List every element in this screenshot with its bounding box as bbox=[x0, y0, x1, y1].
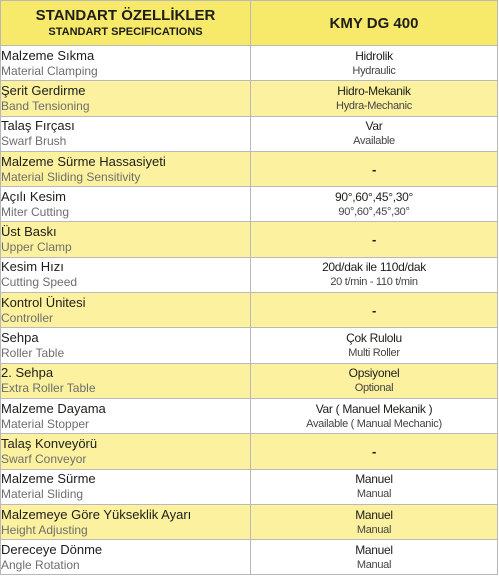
spec-label-en: Miter Cutting bbox=[1, 204, 70, 219]
spec-value-en: Manual bbox=[356, 488, 392, 501]
table-row bbox=[1, 222, 498, 257]
spec-label-tr: Dereceye Dönme bbox=[1, 541, 103, 557]
spec-label-cell bbox=[1, 328, 251, 363]
table-row bbox=[1, 398, 498, 433]
spec-value-cell bbox=[251, 328, 498, 363]
table-row bbox=[1, 504, 498, 539]
table-row bbox=[1, 151, 498, 186]
spec-value-tr: Var bbox=[365, 119, 383, 134]
spec-value-tr: Çok Rulolu bbox=[346, 331, 402, 346]
spec-label-en: Swarf Conveyor bbox=[1, 451, 87, 466]
spec-label-en: Band Tensioning bbox=[1, 98, 90, 113]
spec-label-en: Upper Clamp bbox=[1, 240, 72, 255]
spec-label-en: Height Adjusting bbox=[1, 522, 88, 537]
spec-label-tr: Malzeme Sürme bbox=[1, 471, 96, 487]
spec-value-tr: - bbox=[371, 161, 377, 177]
spec-label-cell bbox=[1, 504, 251, 539]
spec-value-tr: - bbox=[371, 443, 377, 459]
header-title-tr: STANDART ÖZELLİKLER bbox=[35, 7, 216, 24]
spec-label-en: Extra Roller Table bbox=[1, 381, 96, 396]
spec-value-en: 20 t/min - 110 t/min bbox=[330, 276, 418, 289]
spec-value-en: Hydraulic bbox=[352, 64, 396, 77]
spec-label-tr: Malzemeye Göre Yükseklik Ayarı bbox=[1, 506, 192, 522]
spec-label-cell bbox=[1, 151, 251, 186]
spec-value-tr: Manuel bbox=[355, 542, 393, 557]
table-row bbox=[1, 187, 498, 222]
table-row bbox=[1, 46, 498, 81]
spec-label-tr: Üst Baskı bbox=[1, 224, 57, 240]
spec-label-cell bbox=[1, 363, 251, 398]
table-header-row bbox=[1, 1, 498, 46]
spec-label-en: Material Sliding Sensitivity bbox=[1, 169, 141, 184]
spec-label-tr: 2. Sehpa bbox=[1, 365, 54, 381]
spec-value-tr: - bbox=[371, 232, 377, 248]
spec-value-tr: Hidrolik bbox=[355, 48, 393, 63]
spec-label-en: Material Stopper bbox=[1, 416, 90, 431]
spec-value-en: Manual bbox=[356, 523, 392, 536]
spec-value-en: Hydra-Mechanic bbox=[336, 99, 412, 112]
spec-label-cell bbox=[1, 540, 251, 575]
table-row bbox=[1, 469, 498, 504]
spec-value-en: Available ( Manual Mechanic) bbox=[306, 417, 442, 430]
spec-value-tr: - bbox=[371, 302, 377, 318]
spec-value-cell bbox=[251, 434, 498, 469]
spec-label-cell bbox=[1, 434, 251, 469]
spec-label-tr: Talaş Konveyörü bbox=[1, 435, 98, 451]
header-title-cell bbox=[1, 1, 251, 46]
table-row bbox=[1, 81, 498, 116]
spec-label-cell bbox=[1, 46, 251, 81]
table-row bbox=[1, 328, 498, 363]
spec-value-tr: Opsiyonel bbox=[348, 366, 400, 381]
spec-value-en: Multi Roller bbox=[348, 347, 400, 360]
spec-value-en: 90°,60°,45°,30° bbox=[338, 205, 410, 218]
table-row bbox=[1, 363, 498, 398]
spec-label-tr: Talaş Fırçası bbox=[1, 118, 75, 134]
table-row bbox=[1, 434, 498, 469]
spec-value-cell bbox=[251, 81, 498, 116]
spec-label-cell bbox=[1, 81, 251, 116]
spec-label-en: Angle Rotation bbox=[1, 557, 80, 572]
spec-label-tr: Şerit Gerdirme bbox=[1, 82, 86, 98]
spec-label-en: Material Sliding bbox=[1, 487, 84, 502]
spec-value-tr: Hidro-Mekanik bbox=[337, 83, 411, 98]
spec-label-cell bbox=[1, 293, 251, 328]
spec-label-en: Roller Table bbox=[1, 346, 65, 361]
spec-value-cell bbox=[251, 116, 498, 151]
spec-value-cell bbox=[251, 363, 498, 398]
spec-value-en: Manual bbox=[356, 558, 392, 571]
spec-label-en: Controller bbox=[1, 310, 54, 325]
spec-label-tr: Kontrol Ünitesi bbox=[1, 294, 86, 310]
spec-label-tr: Sehpa bbox=[1, 330, 39, 346]
spec-value-cell bbox=[251, 398, 498, 433]
table-body bbox=[1, 46, 498, 575]
spec-value-en: Available bbox=[353, 135, 395, 148]
spec-label-cell bbox=[1, 222, 251, 257]
spec-label-cell bbox=[1, 398, 251, 433]
spec-value-cell bbox=[251, 222, 498, 257]
spec-value-cell bbox=[251, 504, 498, 539]
spec-value-en: Optional bbox=[354, 382, 394, 395]
table-row bbox=[1, 116, 498, 151]
spec-label-tr: Malzeme Dayama bbox=[1, 400, 106, 416]
spec-label-en: Material Clamping bbox=[1, 63, 98, 78]
spec-label-cell bbox=[1, 257, 251, 292]
header-model-cell: KMY DG 400 bbox=[251, 1, 498, 46]
spec-value-tr: 90°,60°,45°,30° bbox=[334, 189, 414, 204]
spec-value-cell bbox=[251, 293, 498, 328]
header-title-en: STANDART SPECIFICATIONS bbox=[48, 26, 203, 38]
table-row bbox=[1, 257, 498, 292]
spec-label-en: Cutting Speed bbox=[1, 275, 78, 290]
spec-label-tr: Malzeme Sürme Hassasiyeti bbox=[1, 153, 166, 169]
spec-value-cell bbox=[251, 257, 498, 292]
spec-value-cell bbox=[251, 469, 498, 504]
table-row bbox=[1, 540, 498, 575]
spec-label-cell bbox=[1, 116, 251, 151]
spec-value-tr: Manuel bbox=[355, 472, 393, 487]
table-row bbox=[1, 293, 498, 328]
spec-value-tr: Manuel bbox=[355, 507, 393, 522]
spec-value-cell bbox=[251, 151, 498, 186]
spec-value-cell bbox=[251, 540, 498, 575]
spec-label-tr: Malzeme Sıkma bbox=[1, 47, 95, 63]
spec-value-tr: 20d/dak ile 110d/dak bbox=[322, 260, 426, 275]
spec-label-en: Swarf Brush bbox=[1, 134, 67, 149]
spec-value-cell bbox=[251, 46, 498, 81]
spec-value-cell bbox=[251, 187, 498, 222]
spec-label-cell bbox=[1, 187, 251, 222]
spec-label-tr: Kesim Hızı bbox=[1, 259, 64, 275]
spec-label-tr: Açılı Kesim bbox=[1, 188, 67, 204]
spec-label-cell bbox=[1, 469, 251, 504]
spec-value-tr: Var ( Manuel Mekanik ) bbox=[315, 401, 433, 416]
